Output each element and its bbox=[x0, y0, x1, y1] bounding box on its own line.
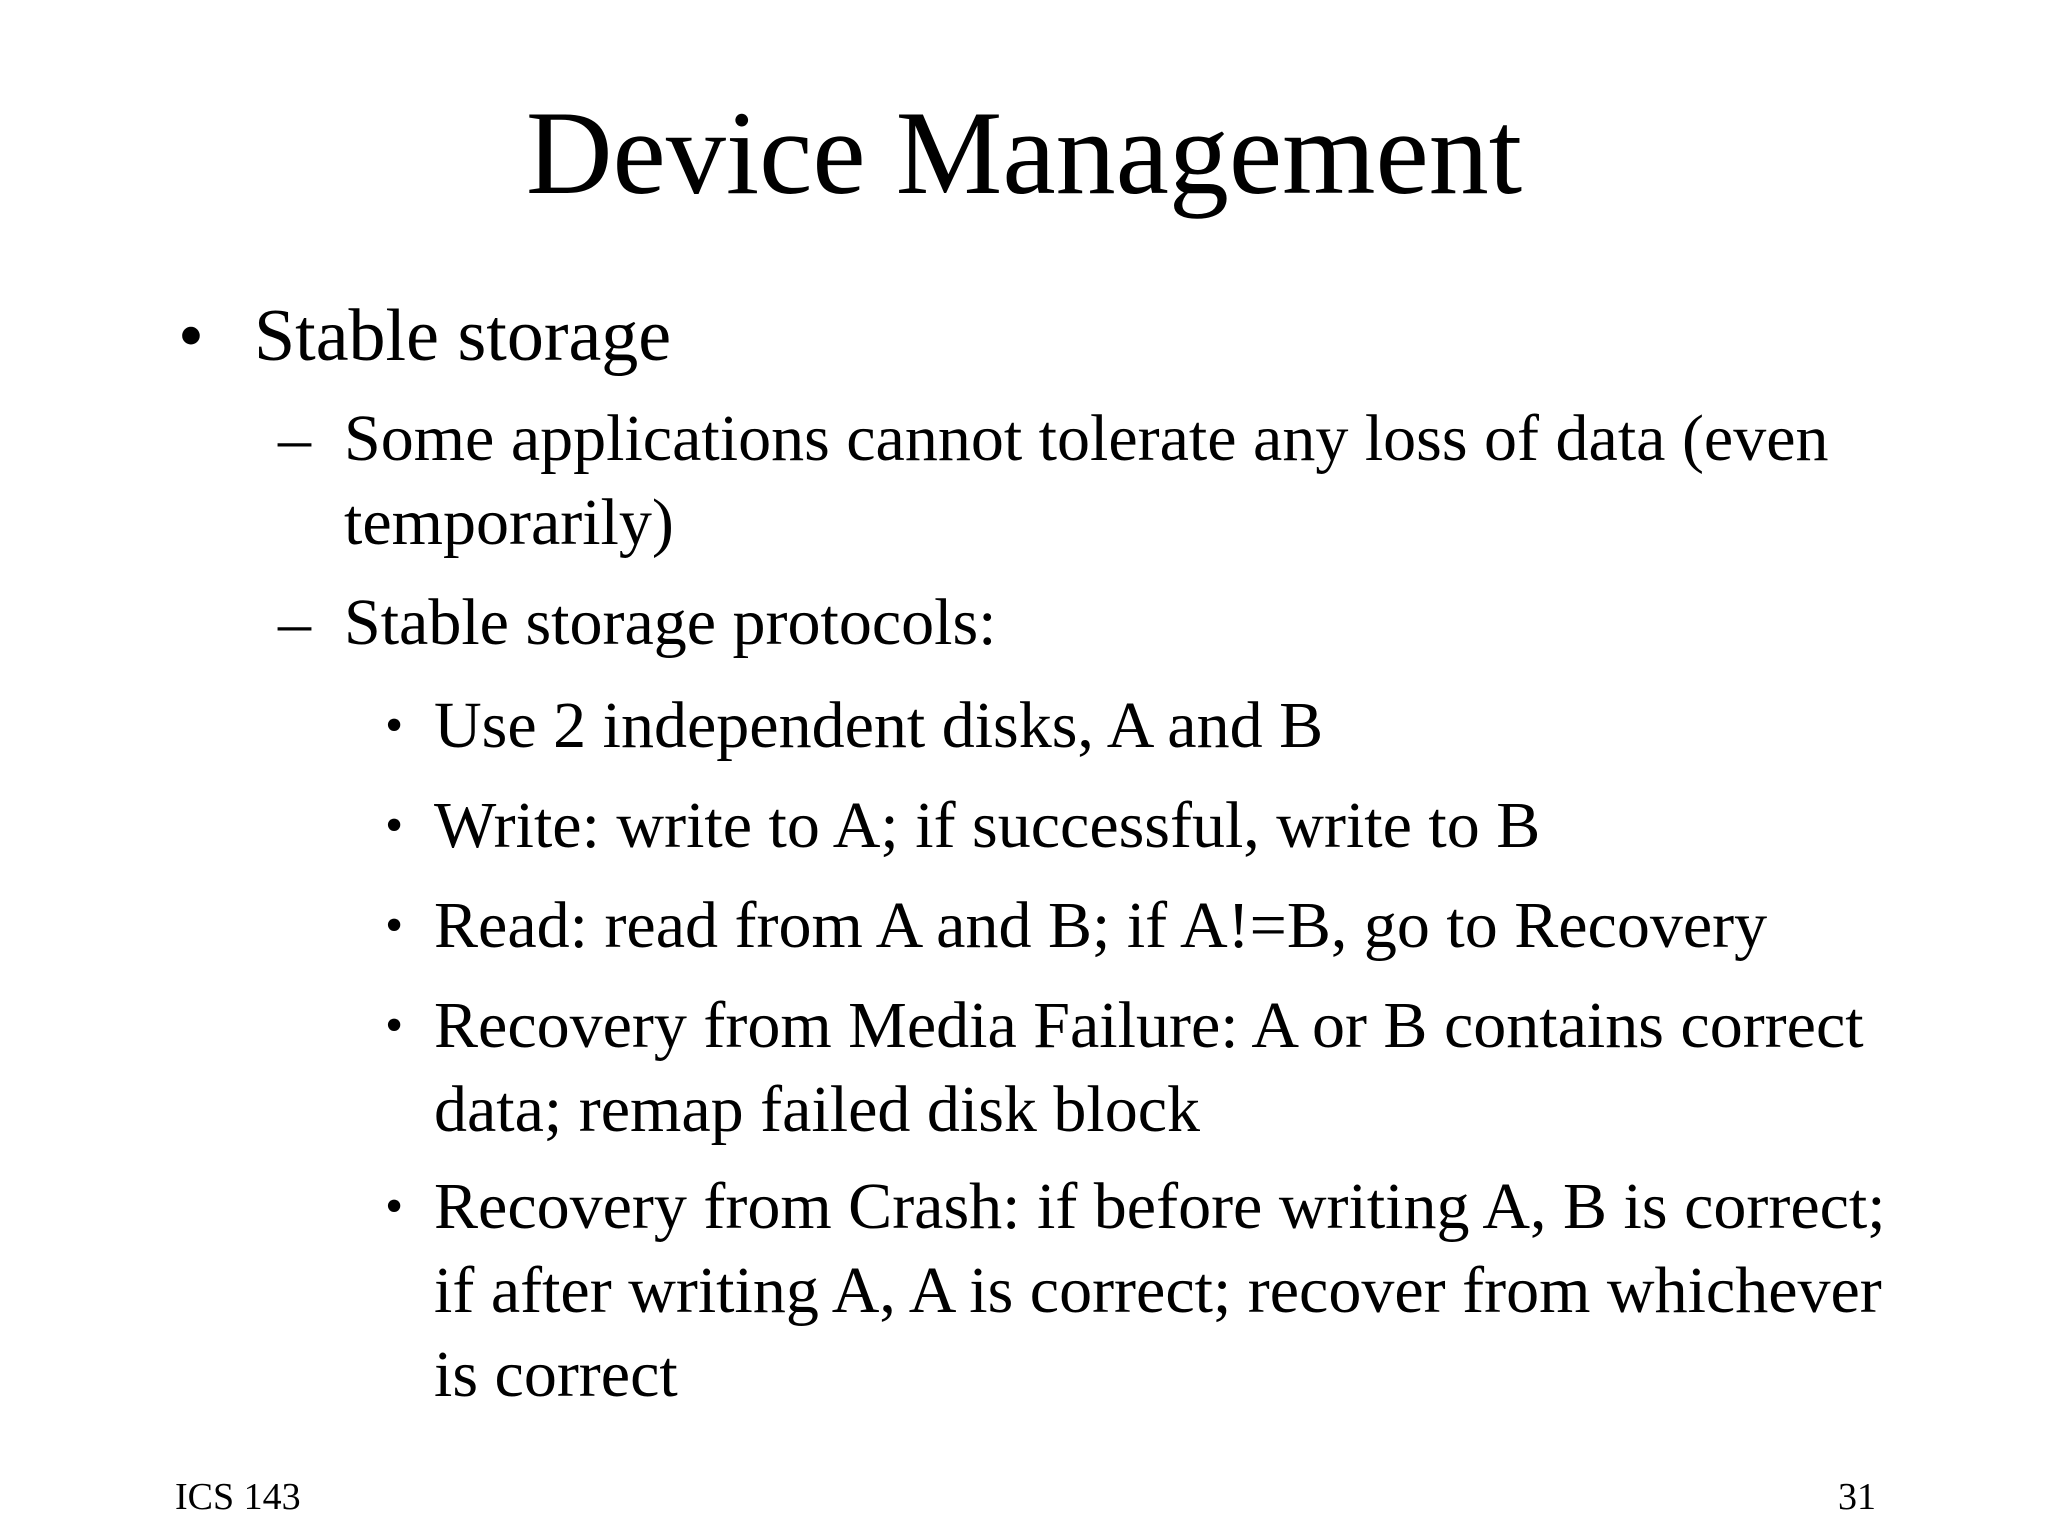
bullet-marker: • bbox=[385, 797, 404, 854]
bullet-marker: • bbox=[385, 697, 404, 754]
protocol-item: Use 2 independent disks, A and B bbox=[434, 689, 1324, 762]
bullet-marker: • bbox=[178, 295, 204, 377]
slide-title: Device Management bbox=[525, 86, 1523, 219]
sub-bullet-protocols: Stable storage protocols: bbox=[344, 586, 997, 659]
bullet-marker: • bbox=[385, 897, 404, 954]
page-number: 31 bbox=[1838, 1476, 1876, 1518]
bullet-marker: • bbox=[385, 997, 404, 1054]
sub-bullet-applications: Some applications cannot tolerate any loss of data (even temporarily) bbox=[344, 402, 1829, 559]
protocol-item: Recovery from Media Failure: A or B contains correct data; remap failed disk block bbox=[434, 989, 1864, 1146]
bullet-stable-storage: Stable storage bbox=[254, 295, 672, 377]
dash-marker: – bbox=[278, 402, 311, 475]
footer-course: ICS 143 bbox=[175, 1476, 301, 1518]
bullet-marker: • bbox=[385, 1178, 404, 1235]
protocol-item: Write: write to A; if successful, write to B bbox=[434, 789, 1541, 862]
protocol-item: Read: read from A and B; if A!=B, go to Recovery bbox=[434, 889, 1768, 962]
dash-marker: – bbox=[278, 586, 311, 659]
protocol-item: Recovery from Crash: if before writing A, B is correct; if after writing A, A is correct; recover from whichever is correct bbox=[434, 1170, 1886, 1411]
